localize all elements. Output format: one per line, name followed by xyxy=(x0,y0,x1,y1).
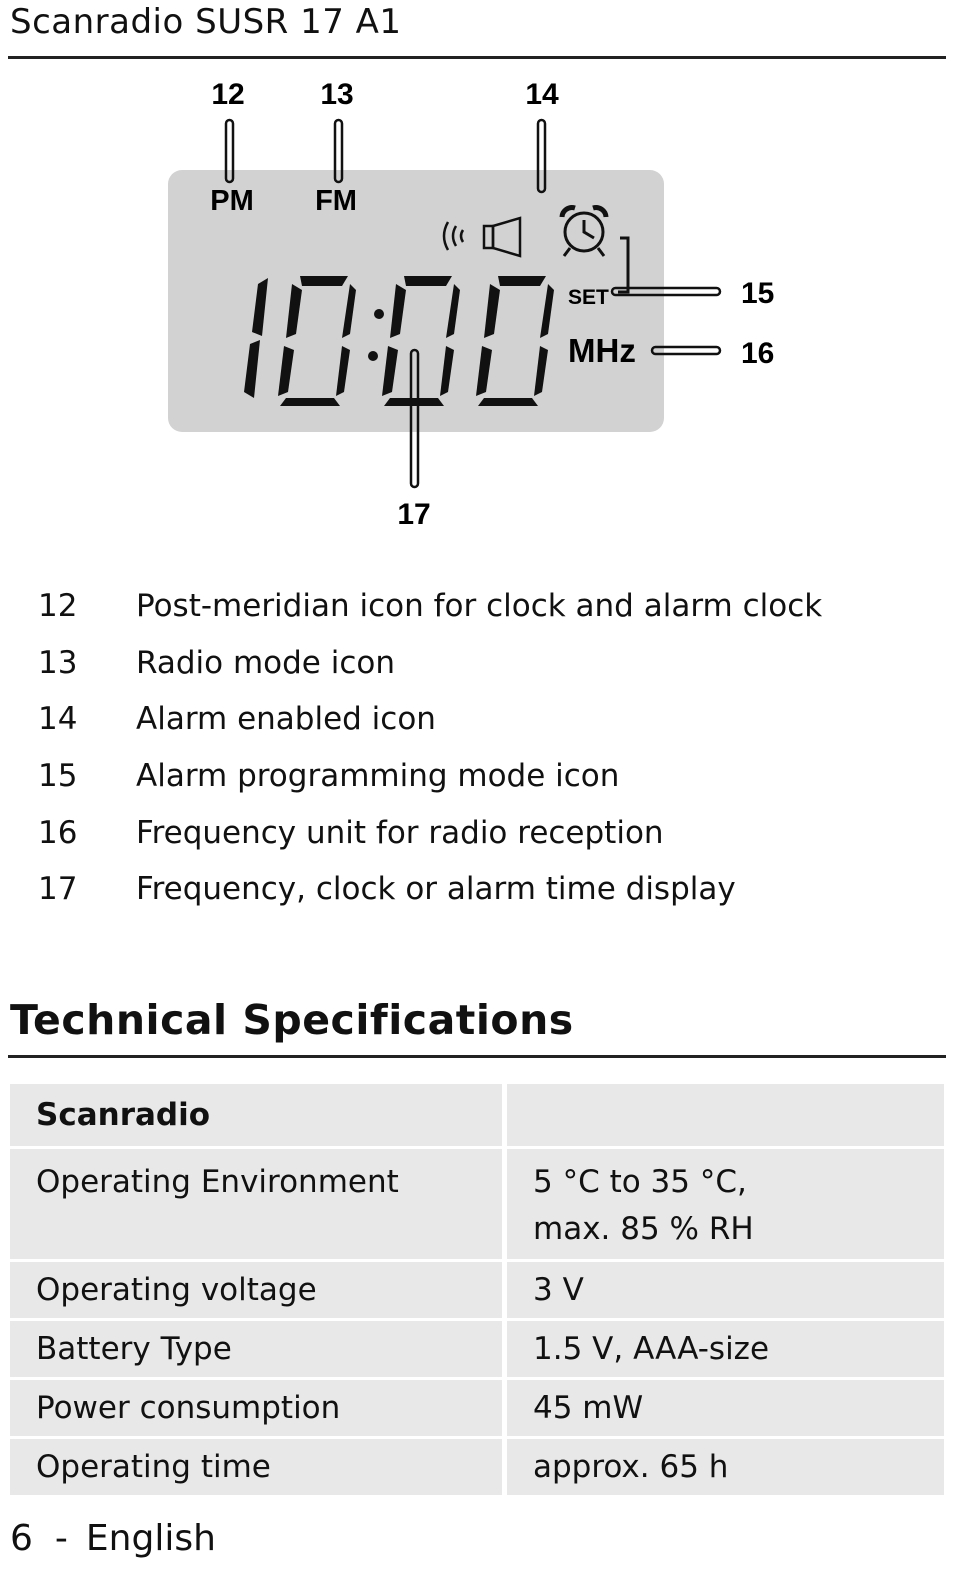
spec-label: Battery Type xyxy=(10,1321,507,1380)
table-row xyxy=(10,1262,944,1321)
spec-value-line: 5 °C to 35 °C, xyxy=(533,1164,747,1200)
callout-14: 14 xyxy=(525,78,559,111)
page-header-title: Scanradio SUSR 17 A1 xyxy=(10,2,402,42)
callout-16: 16 xyxy=(741,337,775,370)
legend-text: Frequency, clock or alarm time display xyxy=(136,871,736,908)
legend-item xyxy=(38,635,918,692)
legend-number: 15 xyxy=(38,758,78,795)
table-header-empty xyxy=(507,1084,944,1149)
spec-value: 45 mW xyxy=(507,1380,944,1439)
legend-number: 12 xyxy=(38,588,78,625)
spec-label: Power consumption xyxy=(10,1380,507,1439)
spec-label: Operating voltage xyxy=(10,1262,507,1321)
spec-value: 1.5 V, AAA-size xyxy=(507,1321,944,1380)
lcd-pm-label: PM xyxy=(210,185,254,217)
legend-text: Post-meridian icon for clock and alarm clock xyxy=(136,588,823,625)
table-row xyxy=(10,1321,944,1380)
legend-item xyxy=(38,804,918,861)
table-row xyxy=(10,1380,944,1439)
header-rule xyxy=(8,56,946,59)
table-header-row xyxy=(10,1084,944,1149)
callout-12: 12 xyxy=(211,78,245,111)
callout-15: 15 xyxy=(741,277,775,310)
table-row xyxy=(10,1439,944,1498)
spec-value: approx. 65 h xyxy=(507,1439,944,1498)
spec-label: Operating Environment xyxy=(10,1149,507,1262)
spec-label: Operating time xyxy=(10,1439,507,1498)
legend-text: Alarm programming mode icon xyxy=(136,758,620,795)
lcd-fm-label: FM xyxy=(315,185,357,217)
legend-number: 13 xyxy=(38,644,78,681)
legend-number: 17 xyxy=(38,871,78,908)
spec-value-line: max. 85 % RH xyxy=(533,1211,754,1247)
section-title: Technical Specifications xyxy=(10,996,574,1044)
legend-item xyxy=(38,748,918,805)
legend-text: Frequency unit for radio reception xyxy=(136,814,664,851)
table-header-cell: Scanradio xyxy=(10,1084,507,1149)
lcd-time-value: 10:00 xyxy=(0,0,3,1)
legend-number: 14 xyxy=(38,701,78,738)
spec-value: 3 V xyxy=(507,1262,944,1321)
legend-item xyxy=(38,691,918,748)
spec-value xyxy=(507,1149,944,1262)
legend-list xyxy=(38,578,918,918)
legend-text: Radio mode icon xyxy=(136,644,396,681)
lcd-mhz-label: MHz xyxy=(568,332,636,369)
page-number: 6 xyxy=(10,1518,33,1559)
footer-language: English xyxy=(85,1518,216,1559)
callout-13: 13 xyxy=(320,78,354,111)
callout-17: 17 xyxy=(397,498,431,531)
legend-item xyxy=(38,861,918,918)
page-footer xyxy=(10,1518,216,1559)
footer-separator: - xyxy=(54,1518,68,1559)
spec-table xyxy=(10,1084,944,1498)
table-row xyxy=(10,1149,944,1262)
section-rule xyxy=(8,1055,946,1058)
legend-text: Alarm enabled icon xyxy=(136,701,436,738)
legend-item xyxy=(38,578,918,635)
legend-number: 16 xyxy=(38,814,78,851)
lcd-set-label: SET xyxy=(568,286,609,309)
